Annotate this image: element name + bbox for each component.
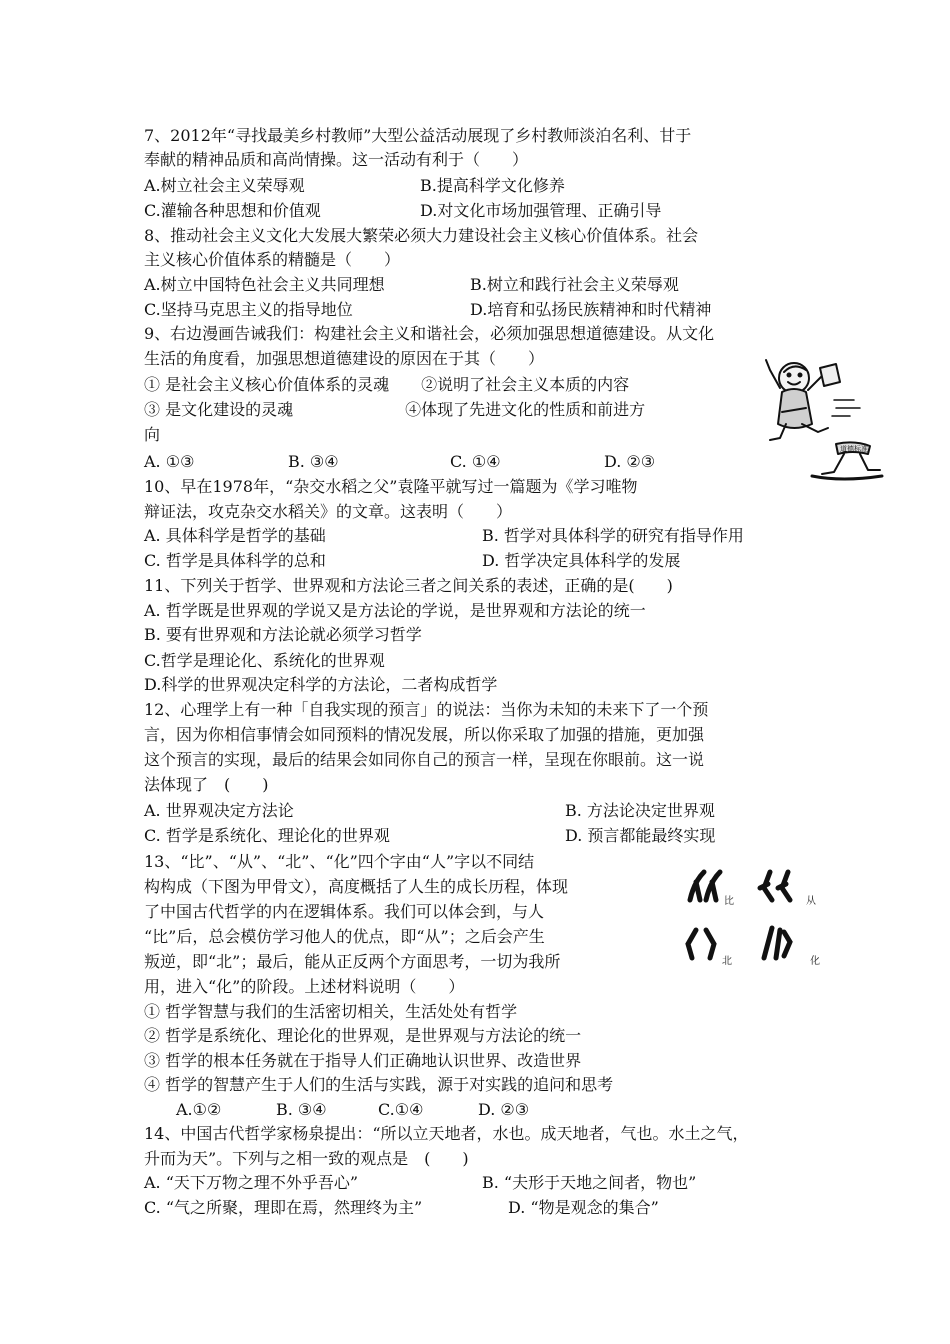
q9-statement-line-1: ① 是社会主义核心价值体系的灵魂 ②说明了社会主义本质的内容 [144,375,630,394]
q13-stem-line-4: “比”后，总会模仿学习他人的优点，即“从”；之后会产生 [144,927,545,946]
q14-stem-line-1: 14、中国古代哲学家杨泉提出：“所以立天地者，水也。成天地者，气也。水土之气， [144,1124,749,1143]
q12-stem-line-2: 言，因为你相信事情会如同预料的情况发展，所以你采取了加强的措施，更加强 [144,725,705,744]
q10-stem-line-2: 辩证法，攻克杂交水稻关》的文章。这表明（ ） [144,502,513,521]
q13-statement-2: ② 哲学是系统化、理论化的世界观，是世界观与方法论的统一 [144,1026,582,1045]
q12-option-a: A. 世界观决定方法论 [144,801,294,820]
q10-option-b: B. 哲学对具体科学的研究有指导作用 [482,526,744,545]
q12-stem-line-3: 这个预言的实现，最后的结果会如同你自己的预言一样，呈现在你眼前。这一说 [144,750,705,769]
cartoon-illustration [752,352,902,487]
q7-option-d: D.对文化市场加强管理、正确引导 [420,201,662,220]
q12-stem-line-1: 12、心理学上有一种「自我实现的预言」的说法：当你为未知的未来下了一个预 [144,700,709,719]
q10-option-d: D. 哲学决定具体科学的发展 [482,551,681,570]
q10-option-a: A. 具体科学是哲学的基础 [144,526,326,545]
q8-option-d: D.培育和弘扬民族精神和时代精神 [470,300,712,319]
q9-stem-line-2: 生活的角度看，加强思想道德建设的原因在于其（ ） [144,349,545,368]
q13-stem-line-5: 叛逆，即“北”；最后，能从正反两个方面思考，一切为我所 [144,952,561,971]
q9-option-b: B. ③④ [288,452,339,471]
q13-option-b: B. ③④ [276,1100,327,1119]
q13-statement-4: ④ 哲学的智慧产生于人们的生活与实践，源于对实践的追问和思考 [144,1075,614,1094]
q7-option-c: C.灌输各种思想和价值观 [144,201,321,220]
q9-statement-line-3: 向 [144,425,161,444]
q12-option-c: C. 哲学是系统化、理论化的世界观 [144,826,390,845]
q11-stem: 11、下列关于哲学、世界观和方法论三者之间关系的表述，正确的是( ) [144,576,673,595]
glyph-label-bi: 比 [724,896,734,907]
q14-option-d: D. “物是观念的集合” [508,1198,659,1217]
q14-option-c: C. “气之所聚，理即在焉，然理终为主” [144,1198,423,1217]
q10-stem-line-1: 10、早在1978年，“杂交水稻之父”袁隆平就写过一篇题为《学习唯物 [144,477,638,496]
oracle-bone-glyphs [680,860,830,972]
q14-option-b: B. “夫形于天地之间者，物也” [482,1173,697,1192]
glyph-label-bei: 北 [722,956,732,967]
q7-option-b: B.提高科学文化修养 [420,176,565,195]
q13-statement-3: ③ 哲学的根本任务就在于指导人们正确地认识世界、改造世界 [144,1051,582,1070]
q11-option-b: B. 要有世界观和方法论就必须学习哲学 [144,625,422,644]
q8-stem-line-1: 8、推动社会主义文化大发展大繁荣必须大力建设社会主义核心价值体系。社会 [144,226,699,245]
q7-stem-line-2: 奉献的精神品质和高尚情操。这一活动有利于（ ） [144,150,529,169]
q13-stem-line-6: 用，进入“化”的阶段。上述材料说明（ ） [144,977,465,996]
q7-option-a: A.树立社会主义荣辱观 [144,176,305,195]
q13-option-d: D. ②③ [478,1100,530,1119]
q8-option-b: B.树立和践行社会主义荣辱观 [470,275,679,294]
q13-option-c: C.①④ [378,1100,424,1119]
q9-option-d: D. ②③ [604,452,656,471]
q10-option-c: C. 哲学是具体科学的总和 [144,551,326,570]
q7-stem-line-1: 7、2012年“寻找最美乡村教师”大型公益活动展现了乡村教师淡泊名利、甘于 [144,126,692,145]
q13-stem-line-1: 13、“比”、“从”、“北”、“化”四个字由“人”字以不同结 [144,852,535,871]
q13-option-a: A.①② [176,1100,222,1119]
q14-stem-line-2: 升而为天”。下列与之相一致的观点是 ( ) [144,1149,469,1168]
q11-option-d: D.科学的世界观决定科学的方法论，二者构成哲学 [144,675,498,694]
q8-option-c: C.坚持马克思主义的指导地位 [144,300,353,319]
glyph-label-cong: 从 [806,896,816,907]
q11-option-a: A. 哲学既是世界观的学说又是方法论的学说，是世界观和方法论的统一 [144,601,646,620]
glyph-label-hua: 化 [810,956,820,967]
q13-stem-line-2: 构构成（下图为甲骨文），高度概括了人生的成长历程，体现 [144,877,569,896]
q12-option-d: D. 预言都能最终实现 [565,826,716,845]
q9-option-c: C. ①④ [450,452,501,471]
q12-stem-line-4: 法体现了 ( ) [144,775,269,794]
q12-option-b: B. 方法论决定世界观 [565,801,715,820]
q9-option-a: A. ①③ [144,452,195,471]
q8-stem-line-2: 主义核心价值体系的精髓是（ ） [144,250,401,269]
q13-stem-line-3: 了中国古代哲学的内在逻辑体系。我们可以体会到，与人 [144,902,545,921]
q9-statement-line-2: ③ 是文化建设的灵魂 ④体现了先进文化的性质和前进方 [144,400,646,419]
q9-stem-line-1: 9、右边漫画告诫我们：构建社会主义和谐社会，必须加强思想道德建设。从文化 [144,324,715,343]
q13-statement-1: ① 哲学智慧与我们的生活密切相关，生活处处有哲学 [144,1002,518,1021]
q11-option-c: C.哲学是理论化、系统化的世界观 [144,651,385,670]
cartoon-sign-label: 道德标准 [840,445,868,453]
q14-option-a: A. “天下万物之理不外乎吾心” [144,1173,359,1192]
q8-option-a: A.树立中国特色社会主义共同理想 [144,275,385,294]
